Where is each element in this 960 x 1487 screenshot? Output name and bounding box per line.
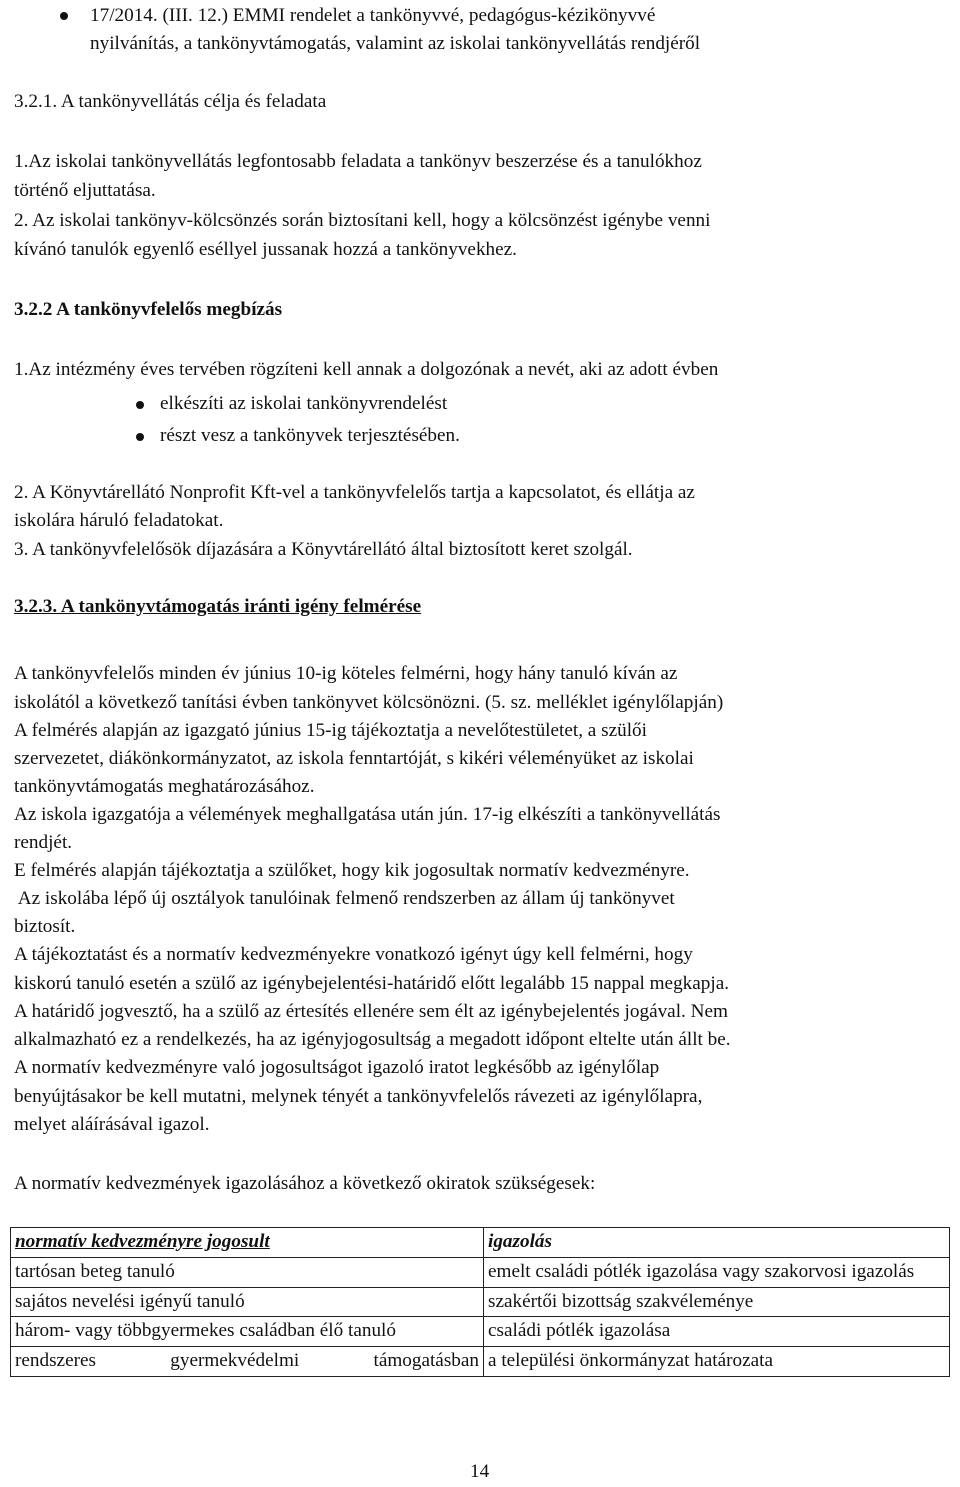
proof-documents-table [10, 1227, 950, 1377]
table-header-row [11, 1228, 950, 1258]
paragraph-line: Az iskolába lépő új osztályok tanulóinak felmenő rendszerben az állam új tankönyvet [14, 888, 675, 909]
table-intro: A normatív kedvezmények igazolásához a következő okiratok szükségesek: [14, 1173, 596, 1194]
section-heading-323: 3.2.3. A tankönyvtámogatás iránti igény felmérése [14, 596, 422, 617]
bullet-item: elkészíti az iskolai tankönyvrendelést [160, 393, 448, 414]
paragraph-line: kiskorú tanuló esetén a szülő az igénybejelentési-határidő előtt legalább 15 nappal megkapja. [14, 973, 730, 994]
paragraph-line: iskolától a következő tanítási évben tankönyvet kölcsönözni. (5. sz. melléklet igénylőlapján) [14, 692, 724, 713]
table-header-label: normatív kedvezményre jogosult [15, 1231, 270, 1252]
table-cell: tartósan beteg tanuló [11, 1257, 484, 1287]
table-cell: emelt családi pótlék igazolása vagy szakorvosi igazolás [484, 1257, 950, 1287]
paragraph-line: A határidő jogvesztő, ha a szülő az értesítés ellenére sem élt az igénybejelentés jogával. Nem [14, 1001, 728, 1022]
paragraph-line: A normatív kedvezményre való jogosultságot igazoló iratot legkésőbb az igénylőlap [14, 1057, 660, 1078]
table-header-cell [484, 1228, 950, 1258]
bullet-dot [136, 401, 144, 409]
section-heading-322: 3.2.2 A tankönyvfelelős megbízás [14, 299, 283, 320]
table-row [11, 1287, 950, 1317]
paragraph-line: biztosít. [14, 916, 76, 937]
paragraph-line: A felmérés alapján az igazgató június 15-ig tájékoztatja a nevelőtestületet, a szülői [14, 720, 647, 741]
bullet-dot [136, 433, 144, 441]
paragraph-line: tankönyvtámogatás meghatározásához. [14, 776, 315, 797]
paragraph-line: rendjét. [14, 832, 73, 853]
table-row [11, 1257, 950, 1287]
paragraph-line: kívánó tanulók egyenlő eséllyel jussanak hozzá a tankönyvekhez. [14, 239, 517, 260]
table-row [11, 1347, 950, 1377]
paragraph-line: történő eljuttatása. [14, 180, 156, 201]
table-header-label: igazolás [488, 1231, 552, 1252]
table-cell: rendszeres gyermekvédelmi támogatásban [11, 1347, 484, 1377]
table-cell: családi pótlék igazolása [484, 1317, 950, 1347]
table-cell: három- vagy többgyermekes családban élő tanuló [11, 1317, 484, 1347]
paragraph-line: 2. A Könyvtárellátó Nonprofit Kft-vel a tankönyvfelelős tartja a kapcsolatot, és ellátja az [14, 482, 695, 503]
paragraph-line: 3. A tankönyvfelelősök díjazására a Könyvtárellátó által biztosított keret szolgál. [14, 539, 633, 560]
table-cell: sajátos nevelési igényű tanuló [11, 1287, 484, 1317]
bullet-item: részt vesz a tankönyvek terjesztésében. [160, 425, 460, 446]
bullet-dot [60, 12, 68, 20]
paragraph-line: 2. Az iskolai tankönyv-kölcsönzés során biztosítani kell, hogy a kölcsönzést igénybe venni [14, 210, 711, 231]
paragraph-line: iskolára háruló feladatokat. [14, 510, 224, 531]
paragraph-line: 1.Az intézmény éves tervében rögzíteni kell annak a dolgozónak a nevét, aki az adott évben [14, 359, 719, 380]
table-cell: a települési önkormányzat határozata [484, 1347, 950, 1377]
paragraph-line: E felmérés alapján tájékoztatja a szülőket, hogy kik jogosultak normatív kedvezményre. [14, 860, 690, 881]
regulation-title-line2: nyilvánítás, a tankönyvtámogatás, valamint az iskolai tankönyvellátás rendjéről [90, 33, 701, 54]
paragraph-line: A tankönyvfelelős minden év június 10-ig köteles felmérni, hogy hány tanuló kíván az [14, 663, 678, 684]
paragraph-line: benyújtásakor be kell mutatni, melynek tényét a tankönyvfelelős rávezeti az igénylőlapra, [14, 1086, 703, 1107]
paragraph-line: alkalmazható ez a rendelkezés, ha az igényjogosultság a megadott időpont eltelte után állt be. [14, 1029, 731, 1050]
table-cell: szakértői bizottság szakvéleménye [484, 1287, 950, 1317]
paragraph-line: melyet aláírásával igazol. [14, 1114, 210, 1135]
page-number: 14 [470, 1461, 490, 1482]
table-row [11, 1317, 950, 1347]
paragraph-line: szervezetet, diákönkormányzatot, az iskola fenntartóját, s kikéri véleményüket az iskolai [14, 748, 694, 769]
paragraph-line: 1.Az iskolai tankönyvellátás legfontosabb feladata a tankönyv beszerzése és a tanulókhoz [14, 151, 702, 172]
regulation-title-line1: 17/2014. (III. 12.) EMMI rendelet a tankönyvvé, pedagógus-kézikönyvvé [90, 5, 656, 26]
table-header-cell [11, 1228, 484, 1258]
paragraph-line: Az iskola igazgatója a vélemények meghallgatása után jún. 17-ig elkészíti a tankönyvellátás [14, 804, 721, 825]
section-heading-321: 3.2.1. A tankönyvellátás célja és feladata [14, 91, 327, 112]
paragraph-line: A tájékoztatást és a normatív kedvezményekre vonatkozó igényt úgy kell felmérni, hogy [14, 944, 693, 965]
